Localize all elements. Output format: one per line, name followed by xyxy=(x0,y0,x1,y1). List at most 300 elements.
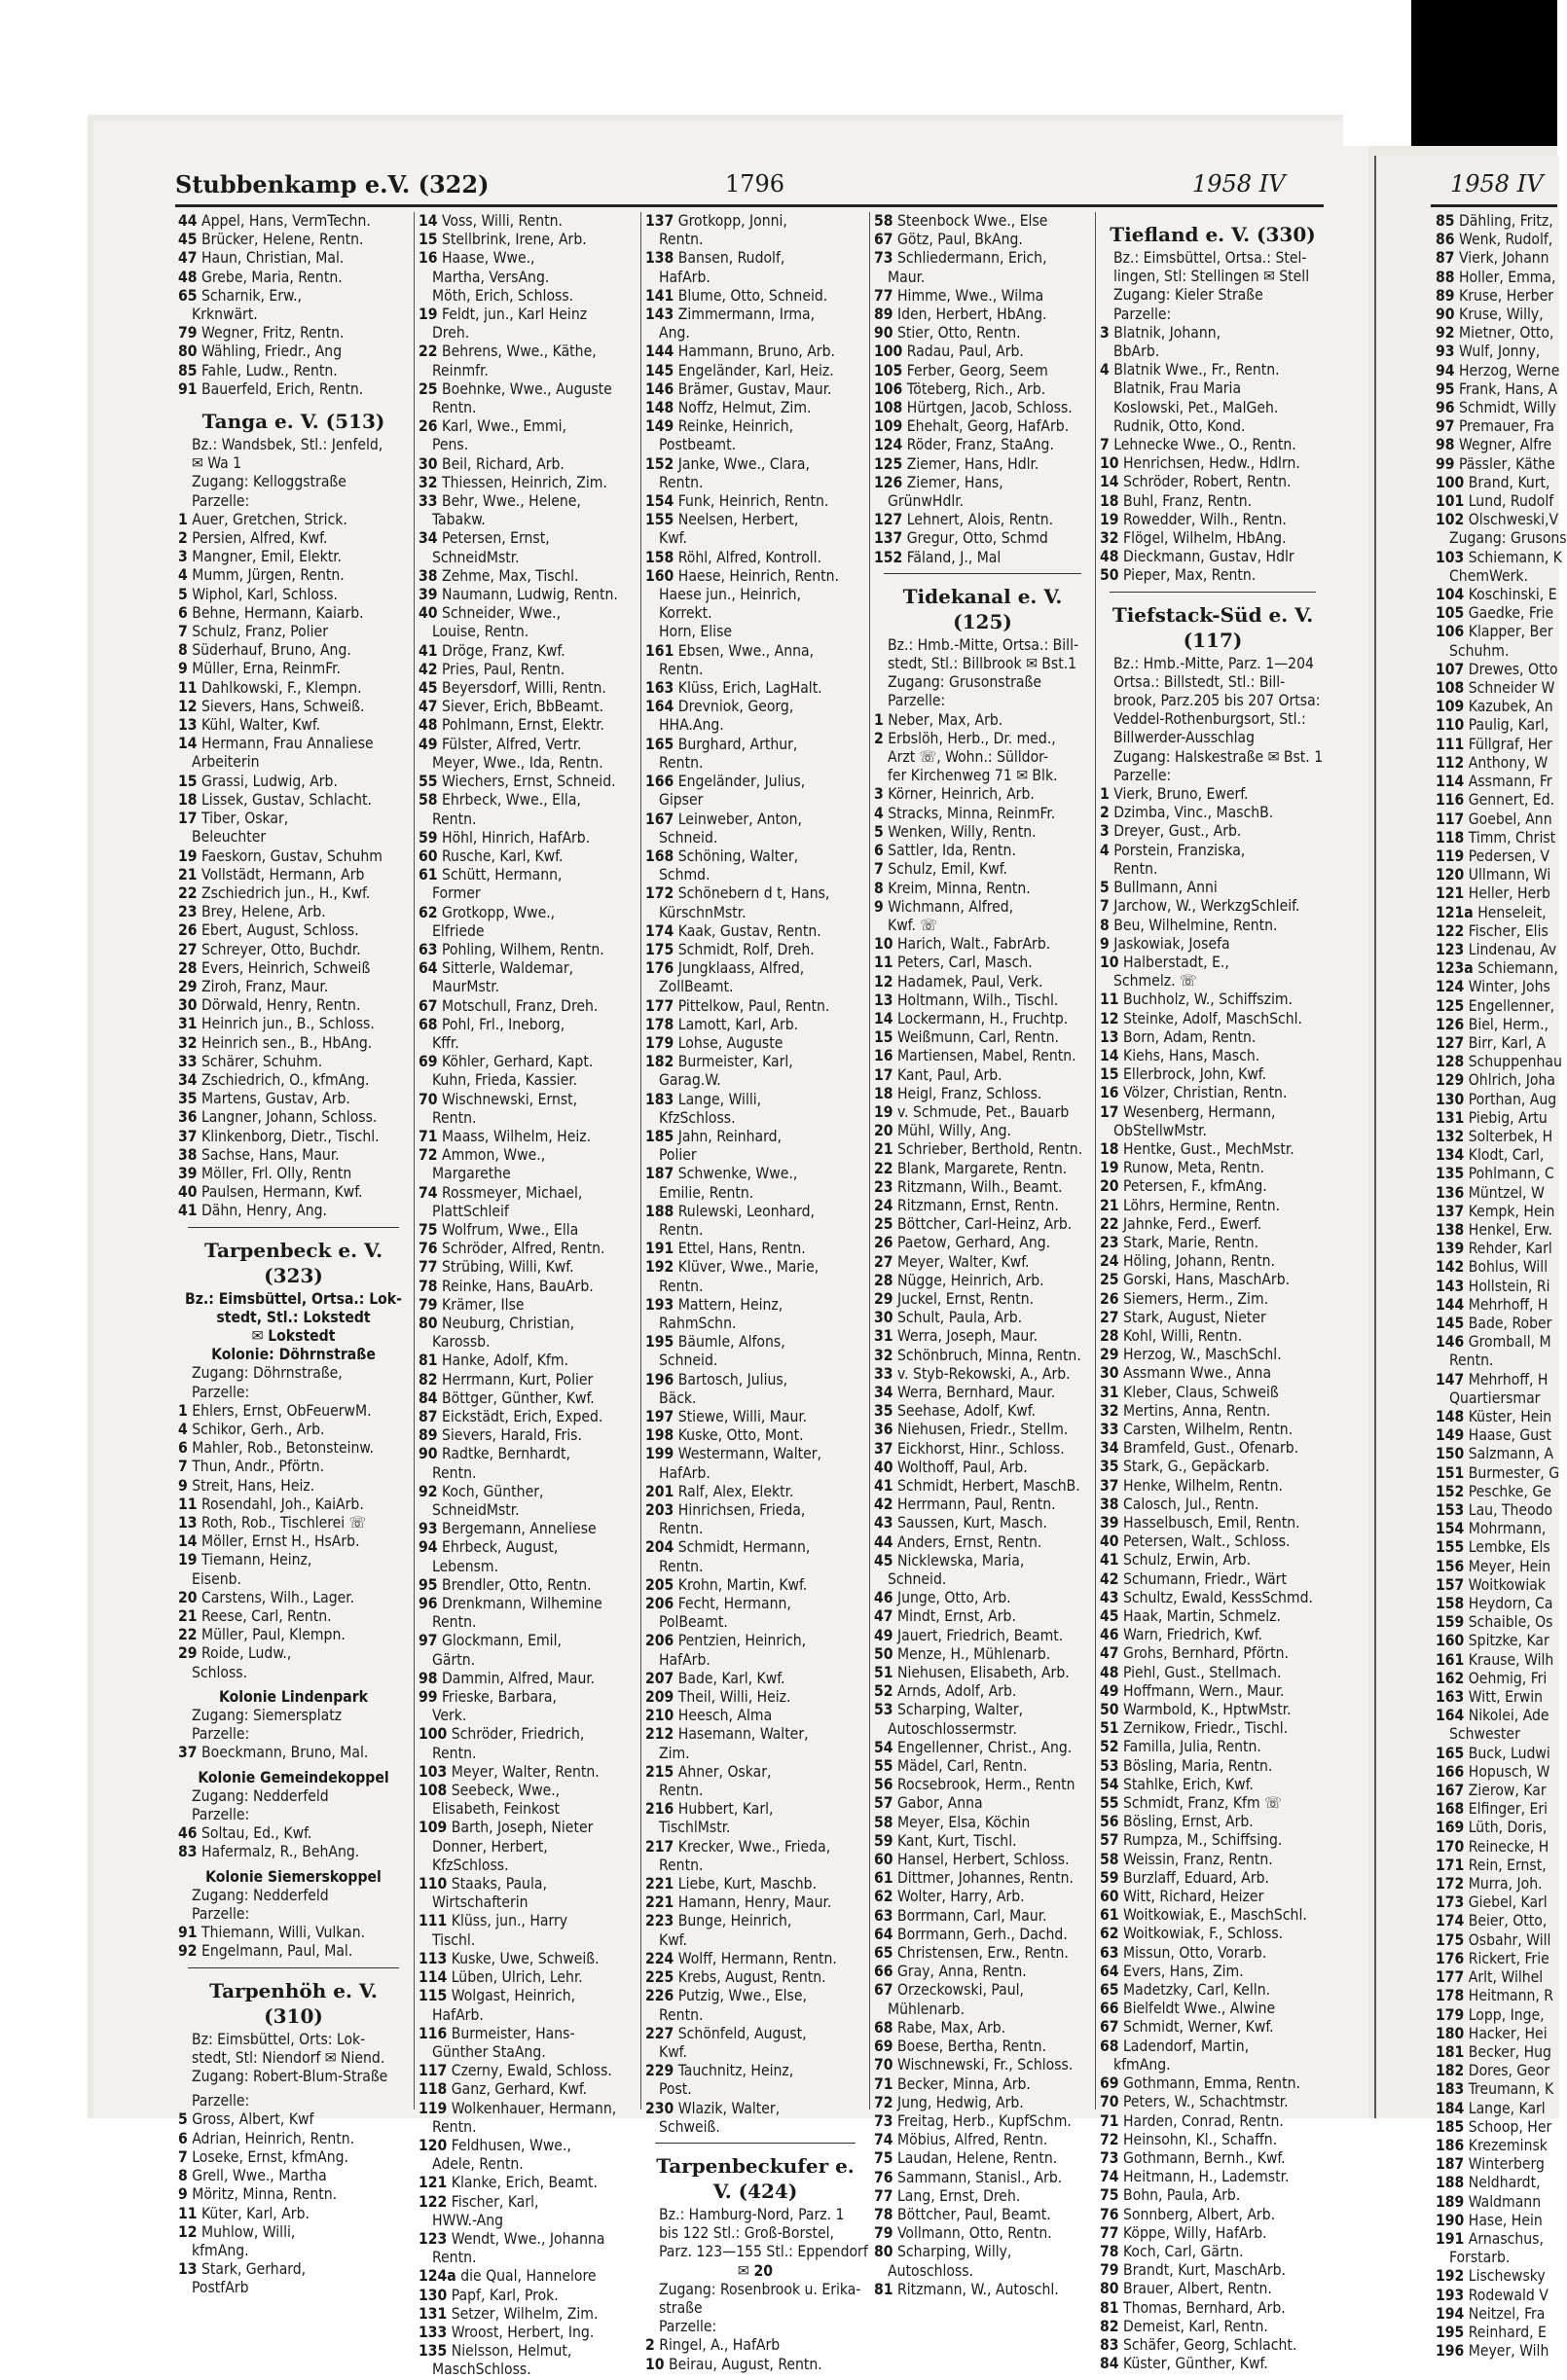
plot-number: 50 xyxy=(1100,1701,1119,1719)
entry-text: Lischewsky xyxy=(1468,2267,1546,2286)
list-item xyxy=(419,1838,637,1857)
entry-text: Schmidt, Hermann, xyxy=(677,1538,811,1557)
entry-text: Garag.W. xyxy=(659,1071,721,1090)
entry-text: Scharnik, Erw., xyxy=(201,286,303,305)
list-item xyxy=(419,417,637,436)
plot-number: 116 xyxy=(419,2024,448,2042)
entry-text: Carstens, Wilh., Lager. xyxy=(201,1588,355,1606)
list-item xyxy=(874,2169,1091,2187)
entry-text: Schäfer, Georg, Schlacht. xyxy=(1123,2335,1297,2354)
entry-text: MaurMstr. xyxy=(432,978,500,996)
entry-text: Schoop, Her xyxy=(1468,2117,1552,2136)
plot-number: 158 xyxy=(1436,1595,1465,1613)
plot-number: 19 xyxy=(1100,510,1119,528)
entry-text: Ziroh, Franz, Maur. xyxy=(201,977,329,995)
plot-number: 182 xyxy=(645,1053,674,1071)
plot-number: 32 xyxy=(1100,529,1119,548)
entry-text: Scharping, Walter, xyxy=(897,1701,1024,1719)
plot-number: 99 xyxy=(1436,454,1455,473)
entry-text: Beier, Otto, xyxy=(1468,1912,1548,1930)
list-item xyxy=(874,1776,1091,1794)
list-item xyxy=(178,548,409,566)
list-item xyxy=(178,2148,409,2167)
plot-number: 52 xyxy=(874,1682,893,1701)
entry-text: Ammon, Wwe., xyxy=(442,1146,546,1165)
plot-number: 15 xyxy=(874,1028,893,1047)
entry-text: Mühlenarb. xyxy=(888,2000,966,2018)
list-item xyxy=(874,1926,1091,1944)
entry-text: Rocsebrook, Herm., Rentn xyxy=(897,1776,1075,1794)
list-item xyxy=(1436,1463,1560,1483)
plot-number: 125 xyxy=(1436,996,1465,1015)
list-item xyxy=(419,1968,637,1987)
entry-text: Schwenke, Wwe., xyxy=(677,1165,798,1183)
list-item xyxy=(1436,231,1557,249)
list-item xyxy=(419,549,637,567)
plot-number: 12 xyxy=(874,972,893,991)
list-item xyxy=(1100,1084,1326,1102)
entry-text: Warn, Friedrich, Kwf. xyxy=(1123,1626,1263,1644)
plot-number: 224 xyxy=(645,1949,674,1967)
list-item xyxy=(1100,1719,1326,1738)
entry-text: Halberstadt, E., xyxy=(1123,953,1229,971)
plot-number: 21 xyxy=(874,1140,893,1159)
entry-text: Pässler, Käthe xyxy=(1459,454,1555,473)
plot-number: 22 xyxy=(178,1626,198,1644)
plot-number: 16 xyxy=(419,249,438,268)
entry-text: Stier, Otto, Rentn. xyxy=(897,324,1021,343)
list-item xyxy=(1436,904,1557,922)
list-item xyxy=(645,866,865,884)
list-item xyxy=(1100,529,1326,548)
plot-number: 67 xyxy=(874,231,893,249)
plot-number: 92 xyxy=(419,1482,438,1500)
plot-number: 41 xyxy=(178,1202,198,1220)
plot-number: 11 xyxy=(178,678,198,697)
entry-text: Gärtn. xyxy=(432,1650,476,1669)
list-item xyxy=(874,492,1091,511)
entry-text: Ellerbrock, John, Kwf. xyxy=(1123,1065,1267,1084)
list-item xyxy=(419,679,637,698)
list-item xyxy=(178,1551,409,1569)
entry-text: Lopp, Inge, xyxy=(1468,2005,1545,2024)
list-item xyxy=(178,2130,409,2148)
plot-number: 44 xyxy=(874,1533,893,1551)
plot-number: 144 xyxy=(1436,1295,1465,1314)
plot-number: 203 xyxy=(645,1501,674,1520)
list-item xyxy=(1436,791,1557,810)
entry-text: Schwester xyxy=(1449,1725,1520,1744)
plot-number: 81 xyxy=(1100,2298,1119,2317)
entry-text: Rentn. xyxy=(659,473,704,491)
entry-text: Schmidt, Werner, Kwf. xyxy=(1123,2018,1274,2037)
entry-text: HafArb. xyxy=(659,268,711,286)
plot-number: 92 xyxy=(178,1942,198,1961)
entry-text: Familla, Julia, Rentn. xyxy=(1123,1738,1261,1756)
entry-text: Blank, Margarete, Rentn. xyxy=(897,1159,1068,1177)
entry-text: Hinrichsen, Frieda, xyxy=(677,1501,806,1520)
plot-number: 75 xyxy=(874,2149,893,2168)
list-item xyxy=(419,736,637,754)
entry-text: Jauert, Friedrich, Beamt. xyxy=(897,1626,1064,1644)
list-item xyxy=(874,692,1091,710)
list-item xyxy=(874,1309,1091,1327)
list-item xyxy=(419,1912,637,1930)
entry-text: Werra, Bernhard, Maur. xyxy=(897,1383,1056,1401)
plot-number: 163 xyxy=(1436,1688,1465,1707)
entry-text: Sammann, Stanisl., Arb. xyxy=(897,2168,1063,2186)
entry-text: Haese jun., Heinrich, xyxy=(659,586,801,604)
plot-number: 187 xyxy=(1436,2155,1465,2174)
list-item xyxy=(874,1739,1091,1757)
plot-number: 36 xyxy=(178,1108,198,1127)
list-item xyxy=(178,249,409,268)
list-item xyxy=(178,2068,409,2086)
list-item xyxy=(874,1459,1091,1477)
entry-text: Herzog, W., MaschSchl. xyxy=(1123,1346,1282,1364)
list-item xyxy=(419,249,637,268)
entry-text: Hürtgen, Jacob, Schloss. xyxy=(906,399,1073,417)
entry-text: Rosendahl, Joh., KaiArb. xyxy=(201,1495,364,1513)
list-item xyxy=(1436,679,1557,698)
entry-text: Zugang: Grusons xyxy=(1449,529,1567,548)
list-item xyxy=(1436,1595,1557,1613)
list-item xyxy=(178,2167,409,2185)
entry-text: Goebel, Ann xyxy=(1468,810,1552,828)
plot-number: 89 xyxy=(874,306,893,324)
entry-text: Mattern, Heinz, xyxy=(677,1295,784,1314)
entry-text: Peschke, Ge xyxy=(1468,1482,1551,1500)
plot-number: 80 xyxy=(874,2243,893,2261)
entry-text: Drenkmann, Wilhemine xyxy=(442,1595,602,1613)
subheading: Kolonie Siemerskoppel xyxy=(205,1867,382,1886)
entry-text: Drevniok, Georg, xyxy=(677,698,794,716)
entry-text: Grohs, Bernhard, Pförtn. xyxy=(1123,1644,1290,1663)
entry-text: Janke, Wwe., Clara, xyxy=(677,454,810,473)
list-item xyxy=(419,1464,637,1483)
list-item xyxy=(419,1371,637,1389)
plot-number: 41 xyxy=(1100,1551,1119,1569)
plot-number: 111 xyxy=(1436,735,1465,753)
list-item xyxy=(1436,1763,1557,1782)
entry-text: Bäck. xyxy=(659,1388,697,1407)
entry-text: Elfriede xyxy=(432,921,485,940)
plot-number: 68 xyxy=(1100,2037,1119,2055)
entry-text: Kreim, Minna, Rentn. xyxy=(888,879,1031,897)
plot-number: 26 xyxy=(874,1234,893,1252)
entry-text: Neuburg, Christian, xyxy=(442,1314,575,1332)
entry-text: Seehase, Adolf, Kwf. xyxy=(897,1402,1036,1421)
plot-number: 7 xyxy=(1100,436,1110,454)
plot-number: 44 xyxy=(178,212,198,230)
plot-number: 84 xyxy=(419,1388,438,1407)
entry-text: ZollBeamt. xyxy=(659,978,734,996)
list-item xyxy=(1436,361,1560,380)
plot-number: 14 xyxy=(1100,473,1119,491)
plot-number: 32 xyxy=(178,1033,198,1052)
list-item xyxy=(1100,1607,1326,1626)
list-item xyxy=(1436,1520,1557,1538)
plot-number: 82 xyxy=(1100,2317,1119,2335)
list-item xyxy=(1436,212,1557,231)
plot-number: 116 xyxy=(1436,791,1465,810)
list-item xyxy=(178,287,409,306)
list-item xyxy=(645,1875,865,1893)
entry-text: Schreyer, Otto, Buchdr. xyxy=(201,940,361,958)
entry-text: Staaks, Paula, xyxy=(451,1875,547,1893)
entry-text: Arbeiterin xyxy=(192,753,260,772)
list-item xyxy=(645,922,865,941)
entry-text: Rentn. xyxy=(432,1613,477,1632)
plot-number: 195 xyxy=(1436,2323,1465,2341)
plot-number: 170 xyxy=(1436,1837,1465,1856)
list-item xyxy=(419,604,637,623)
list-item xyxy=(874,2224,1091,2243)
entry-text: Heydorn, Ca xyxy=(1468,1595,1553,1613)
list-item xyxy=(1100,2355,1326,2373)
list-item xyxy=(1100,1309,1326,1327)
list-item xyxy=(874,2281,1091,2299)
plot-number: 118 xyxy=(419,2080,448,2099)
list-item xyxy=(645,1688,865,1707)
entry-text: Mahler, Rob., Betonsteinw. xyxy=(192,1439,374,1458)
entry-text: Rodewald V xyxy=(1468,2286,1549,2304)
list-item xyxy=(1436,249,1557,268)
plot-number: 61 xyxy=(874,1869,893,1888)
list-item xyxy=(1100,2018,1326,2037)
list-item xyxy=(645,978,865,996)
entry-text: Rentn. xyxy=(1449,1352,1494,1370)
list-item xyxy=(874,1907,1091,1926)
plot-number: 100 xyxy=(874,343,903,361)
list-item xyxy=(1100,1813,1326,1831)
plot-number: 4 xyxy=(1100,361,1110,379)
list-item xyxy=(419,287,637,306)
entry-text: Bz.: Hamburg-Nord, Parz. 1 xyxy=(659,2205,845,2223)
plot-number: 26 xyxy=(419,417,438,436)
plot-number: 60 xyxy=(419,847,438,865)
entry-text: Mindt, Ernst, Arb. xyxy=(897,1607,1016,1626)
entry-text: Meyer, Wwe., Ida, Rentn. xyxy=(432,753,603,772)
plot-number: 18 xyxy=(1100,491,1119,510)
plot-number: 14 xyxy=(178,1533,198,1551)
plot-number: 181 xyxy=(1436,2042,1465,2061)
plot-number: 71 xyxy=(874,2074,893,2093)
entry-text: Glockmann, Emil, xyxy=(442,1632,562,1650)
entry-text: Gross, Albert, Kwf xyxy=(192,2110,314,2129)
plot-number: 39 xyxy=(178,1164,198,1182)
entry-text: Winter, Johs xyxy=(1468,978,1550,996)
entry-text: Schikor, Gerh., Arb. xyxy=(192,1420,325,1438)
plot-number: 38 xyxy=(178,1145,198,1164)
entry-text: Buhl, Franz, Rentn. xyxy=(1123,491,1253,510)
list-item xyxy=(178,679,409,698)
plot-number: 156 xyxy=(1436,1557,1465,1575)
list-item xyxy=(874,2094,1091,2112)
list-item xyxy=(1100,361,1326,379)
list-item xyxy=(645,1893,865,1912)
entry-text: Ortsa.: Billstedt, Stl.: Bill- xyxy=(1113,672,1286,691)
entry-text: Parzelle: xyxy=(192,1806,250,1824)
plot-number: 84 xyxy=(1100,2355,1119,2373)
list-item xyxy=(874,474,1091,492)
list-item xyxy=(419,1184,637,1203)
list-item xyxy=(874,1234,1091,1252)
entry-text: Gipser xyxy=(659,791,704,810)
plot-number: 100 xyxy=(419,1725,448,1744)
list-item xyxy=(1100,1701,1326,1719)
plot-number: 17 xyxy=(1100,1102,1119,1121)
entry-text: Parzelle: xyxy=(1113,766,1172,784)
list-item xyxy=(645,1800,865,1819)
entry-text: lingen, Stl: Stellingen ✉ Stell xyxy=(1113,268,1310,286)
list-item xyxy=(419,1389,637,1408)
plot-number: 48 xyxy=(1100,1663,1119,1681)
list-item xyxy=(1100,2280,1326,2298)
plot-number: 125 xyxy=(874,454,903,473)
directory-column-3 xyxy=(645,212,868,2373)
plot-number: 130 xyxy=(1436,1090,1465,1108)
entry-text: Wolgast, Heinrich, xyxy=(451,1987,576,2005)
entry-text: Treumann, K xyxy=(1468,2080,1554,2099)
list-item xyxy=(645,231,865,249)
list-item xyxy=(1436,661,1557,679)
list-item xyxy=(645,567,865,586)
list-item xyxy=(419,436,637,454)
list-item xyxy=(419,2025,637,2043)
list-item xyxy=(645,847,865,866)
entry-text: Beyersdorf, Willi, Rentn. xyxy=(442,679,606,698)
plot-number: 185 xyxy=(1436,2117,1465,2136)
list-item xyxy=(1100,2093,1326,2111)
plot-number: 10 xyxy=(645,2355,665,2373)
list-item xyxy=(874,2149,1091,2168)
plot-number: 111 xyxy=(419,1912,448,1930)
entry-text: Kaak, Gustav, Rentn. xyxy=(677,921,821,940)
plot-number: 138 xyxy=(645,249,674,268)
list-item xyxy=(419,642,637,661)
entry-text: ✉ Wa 1 xyxy=(192,454,242,473)
list-item xyxy=(1100,1140,1326,1159)
plot-number: 48 xyxy=(178,268,198,286)
list-item xyxy=(419,1931,637,1950)
list-item xyxy=(1436,1838,1557,1857)
list-item xyxy=(874,417,1091,436)
list-item xyxy=(874,1963,1091,1981)
list-item xyxy=(645,1371,865,1389)
plot-number: 45 xyxy=(1100,1607,1119,1626)
plot-number: 4 xyxy=(1100,841,1110,859)
list-item xyxy=(1436,642,1557,661)
entry-text: Neelsen, Herbert, xyxy=(677,511,799,529)
list-item xyxy=(178,1364,409,1383)
entry-text: Elfinger, Eri xyxy=(1468,1800,1549,1819)
entry-text: Sachse, Hans, Maur. xyxy=(201,1145,340,1164)
plot-number: 6 xyxy=(178,603,188,622)
entry-text: Rentn. xyxy=(659,1856,704,1874)
list-item xyxy=(1436,1408,1557,1426)
list-item xyxy=(419,2100,637,2118)
plot-number: 30 xyxy=(419,454,438,473)
list-item xyxy=(178,1384,409,1402)
entry-text: Wolter, Harry, Arb. xyxy=(897,1888,1025,1906)
plot-number: 27 xyxy=(874,1252,893,1271)
list-item xyxy=(1436,1091,1557,1109)
entry-text: Siever, Erich, BbBeamt. xyxy=(442,698,604,716)
plot-number: 31 xyxy=(874,1327,893,1346)
plot-number: 59 xyxy=(1100,1868,1119,1887)
list-item xyxy=(874,2206,1091,2224)
entry-text: Koch, Günther, xyxy=(442,1482,544,1500)
plot-number: 135 xyxy=(1436,1165,1465,1183)
list-item xyxy=(1100,1776,1326,1794)
list-item xyxy=(1100,1122,1326,1140)
plot-number: 40 xyxy=(874,1458,893,1476)
plot-number: 37 xyxy=(178,1127,198,1145)
plot-number: 182 xyxy=(1436,2062,1465,2080)
plot-number: 188 xyxy=(645,1202,674,1220)
list-item xyxy=(1436,1445,1557,1463)
list-item xyxy=(1100,692,1326,710)
list-item xyxy=(1100,860,1326,879)
plot-number: 94 xyxy=(419,1538,438,1557)
list-item xyxy=(1436,2249,1557,2267)
list-item xyxy=(645,1146,865,1165)
entry-text: Müller, Erna, ReinmFr. xyxy=(192,660,341,678)
list-item xyxy=(419,1670,637,1688)
list-item xyxy=(1100,249,1326,268)
list-item xyxy=(1100,1065,1326,1084)
plot-number: 62 xyxy=(419,903,438,921)
plot-number: 194 xyxy=(1436,2304,1465,2323)
entry-text: Schneider W xyxy=(1468,679,1555,698)
entry-text: Polier xyxy=(659,1146,697,1165)
entry-text: Rentn. xyxy=(659,1557,704,1575)
list-item xyxy=(645,1558,865,1576)
entry-text: KfzSchloss. xyxy=(432,1856,509,1874)
entry-text: Krecker, Wwe., Frieda, xyxy=(677,1837,831,1856)
entry-text: Thomas, Bernhard, Arb. xyxy=(1123,2298,1286,2317)
list-item xyxy=(645,736,865,754)
list-item xyxy=(645,884,865,903)
list-item xyxy=(1436,567,1557,586)
plot-number: 188 xyxy=(1436,2174,1465,2192)
list-item xyxy=(1436,716,1557,735)
entry-text: Heigl, Franz, Schloss. xyxy=(897,1084,1042,1102)
plot-number: 121 xyxy=(419,2174,448,2192)
plot-number: 63 xyxy=(1100,1943,1119,1962)
plot-number: 45 xyxy=(178,231,198,249)
list-item xyxy=(1436,492,1557,511)
plot-number: 141 xyxy=(645,286,674,305)
list-item xyxy=(874,269,1091,287)
list-item xyxy=(645,212,865,231)
list-item xyxy=(874,2056,1091,2074)
plot-number: 55 xyxy=(1100,1794,1119,1813)
entry-text: Pieper, Max, Rentn. xyxy=(1123,566,1257,585)
list-item xyxy=(1436,417,1557,436)
plot-number: 229 xyxy=(645,2062,674,2080)
list-item xyxy=(1436,1893,1557,1912)
entry-text: Zernikow, Friedr., Tischl. xyxy=(1123,1719,1289,1738)
list-item xyxy=(419,716,637,735)
entry-text: Ullmann, Wi xyxy=(1468,866,1551,884)
entry-text: Grotkopp, Jonni, xyxy=(677,212,787,230)
entry-text: Peters, Carl, Masch. xyxy=(897,954,1033,972)
list-item xyxy=(1436,2100,1557,2118)
list-item xyxy=(178,306,409,324)
entry-text: Beil, Richard, Arb. xyxy=(442,454,565,473)
